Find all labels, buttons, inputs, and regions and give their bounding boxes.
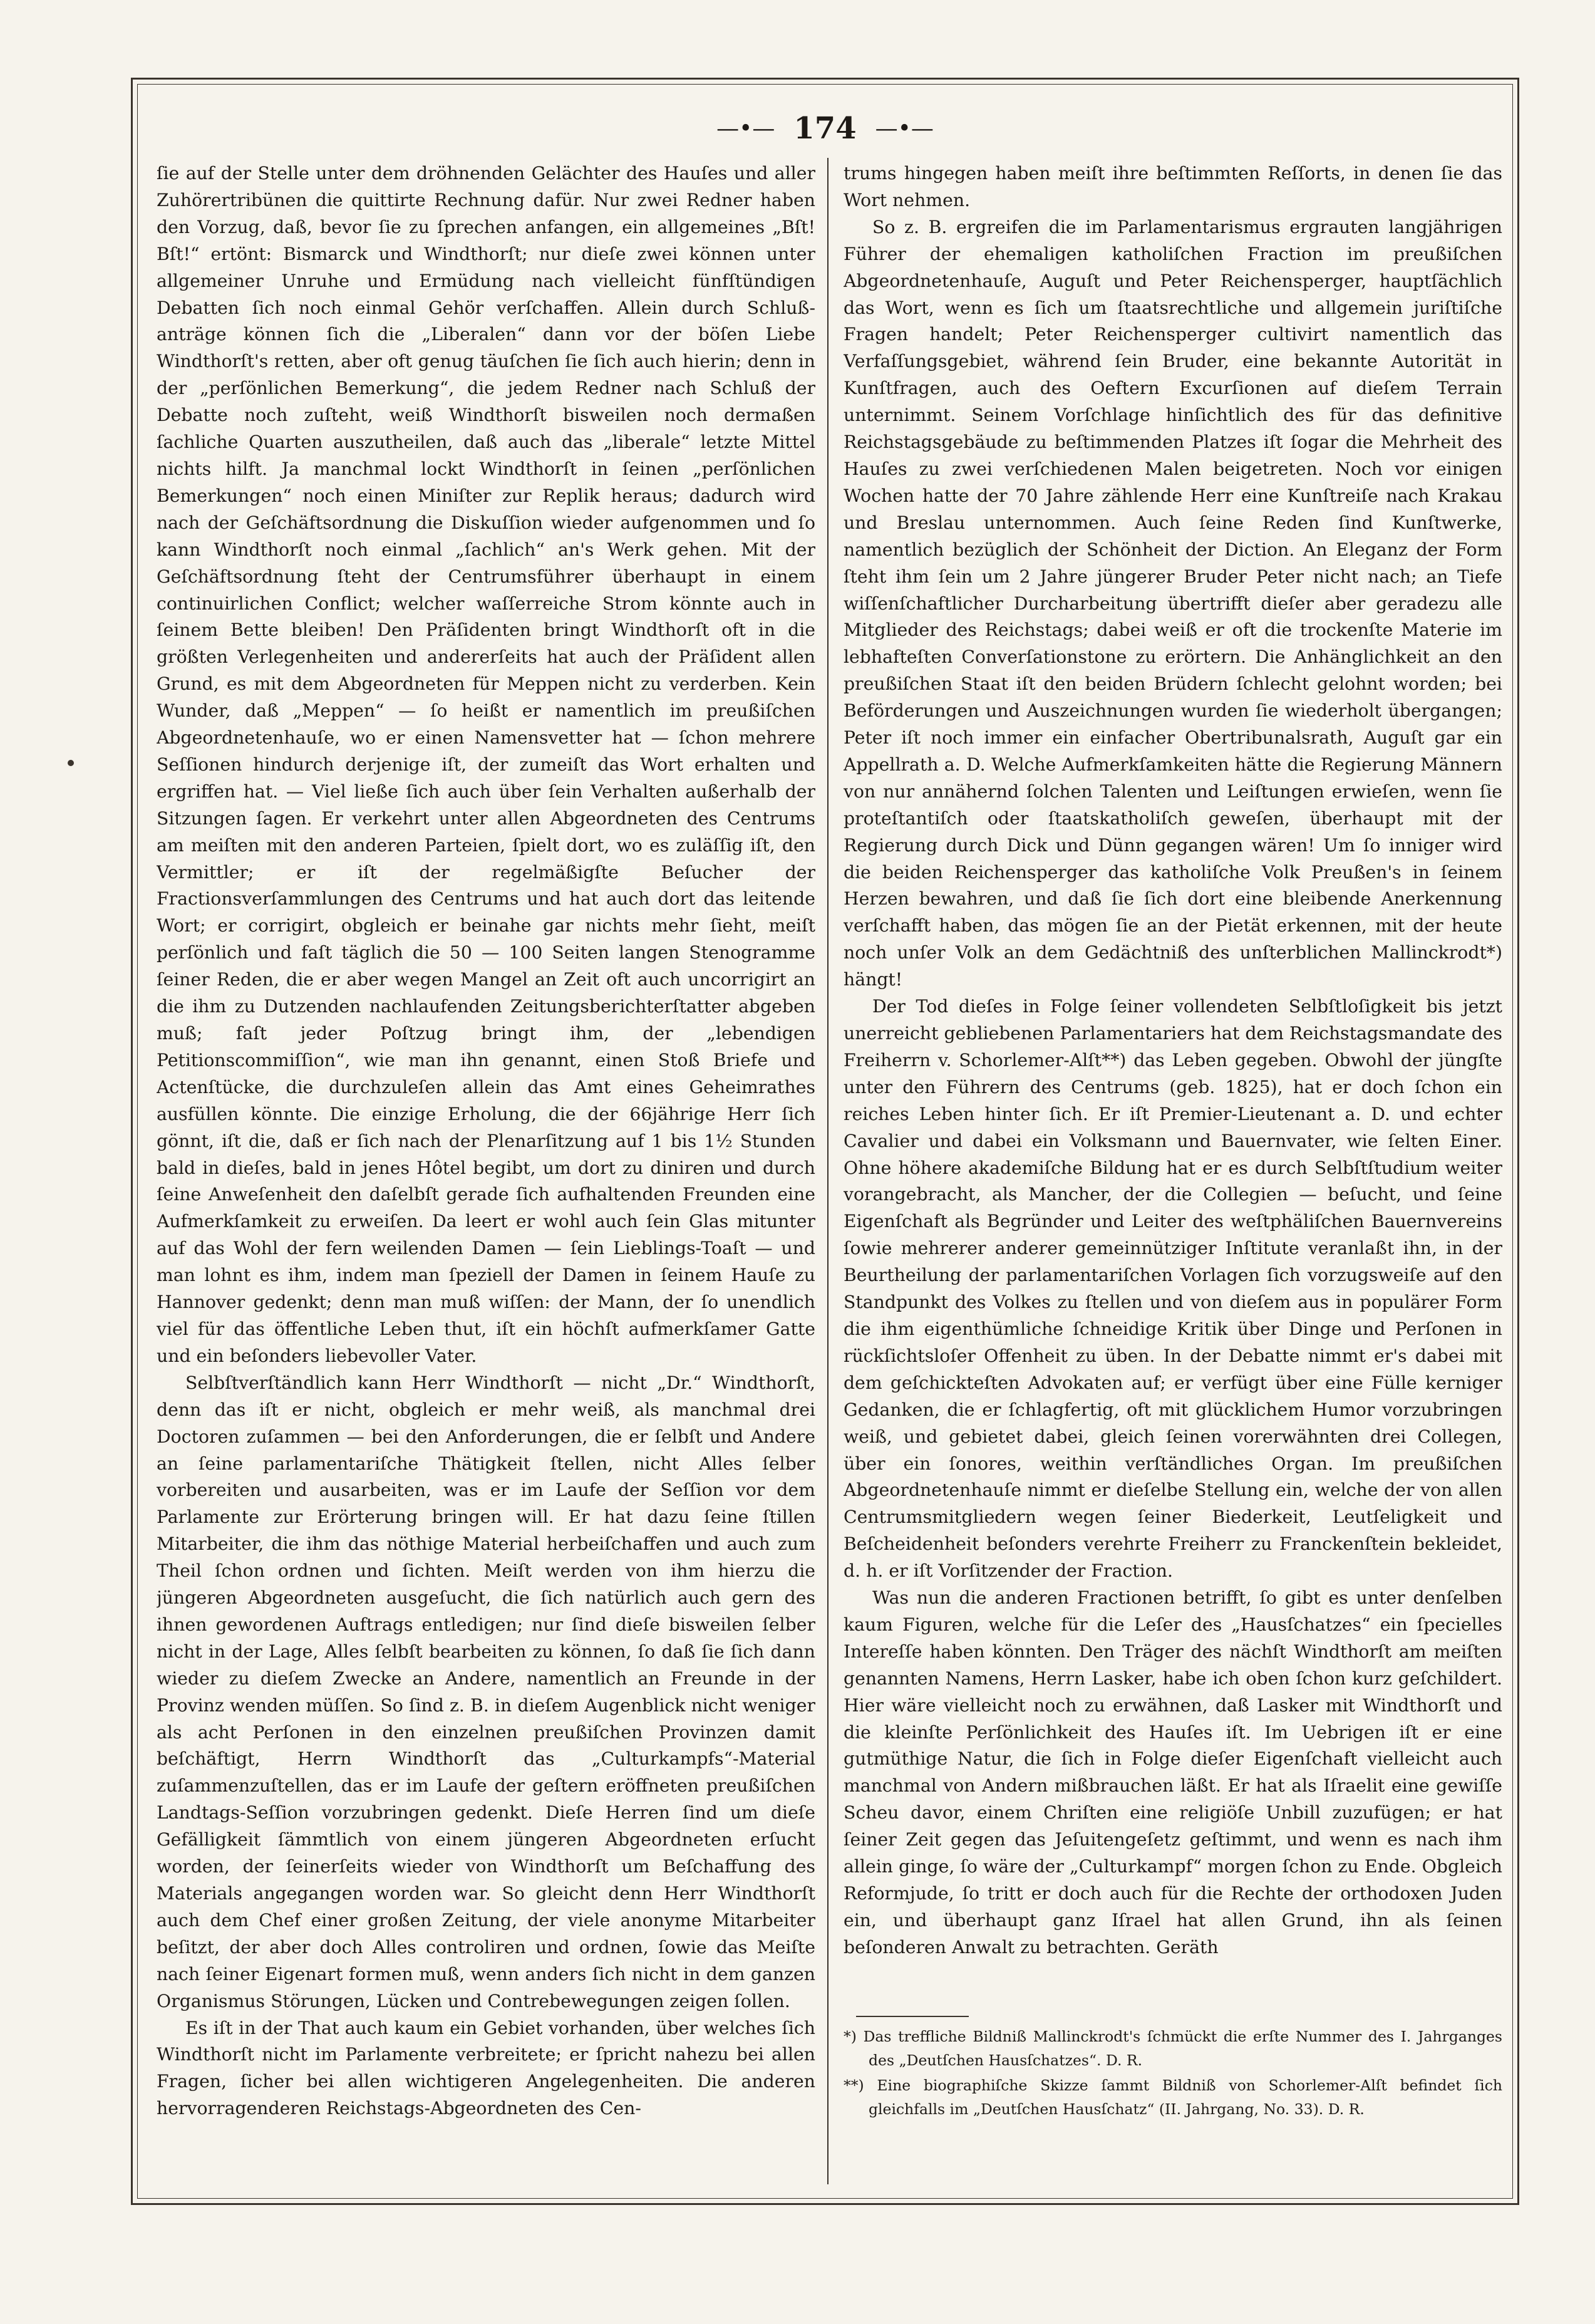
page-header [137, 100, 1513, 157]
paragraph: ſie auf der Stelle unter dem dröhnenden Gelächter des Hauſes und aller Zuhörertribünen die quittirte Rechnung dafür. Nur zwei Redner haben den Vorzug, daß, bevor ſie zu ſprechen anfangen, ein allgemeines „Bſt! Bſt!“ ertönt: Bismarck und Windthorſt; nur dieſe zwei können unter allgemeiner Unruhe und Ermüdung nach vielleicht fünfſtündigen Debatten ſich noch einmal Gehör verſchaffen. Allein durch Schluß-anträge können ſich die „Liberalen“ dann vor der böſen Liebe Windthorſt's retten, aber oft genug täuſchen ſie ſich auch hierin; denn in der „perſönlichen Bemerkung“, die jedem Redner nach Schluß der Debatte noch zuſteht, weiß Windthorſt bisweilen noch dermaßen ſachliche Quarten auszutheilen, daß auch das „liberale“ letzte Mittel nichts hilft. Ja manchmal lockt Windthorſt in ſeinen „perſönlichen Bemerkungen“ noch einen Miniſter zur Replik heraus; dadurch wird nach der Geſchäftsordnung die Diskuſſion wieder aufgenommen und ſo kann Windthorſt noch einmal „ſachlich“ an's Werk gehen. Mit der Geſchäftsordnung ſteht der Centrumsführer überhaupt in einem continuirlichen Conflict; welcher waſſerreiche Strom könnte auch in ſeinem Bette bleiben! Den Präſidenten bringt Windthorſt oft in die größten Verlegenheiten und andererſeits hat auch der Präſident allen Grund, es mit dem Abgeordneten für Meppen nicht zu verderben. Kein Wunder, daß „Meppen“ — ſo heißt er namentlich im preußiſchen Abgeordnetenhauſe, wo er einen Namensvetter hat — ſchon mehrere Seſſionen hindurch derjenige iſt, der zumeiſt das Wort erhalten und ergriffen hat. — Viel ließe ſich auch über ſein Verhalten außerhalb der Sitzungen ſagen. Er verkehrt unter allen Abgeordneten des Centrums am meiſten mit den anderen Parteien, ſpielt dort, wo es zuläſſig iſt, den Vermittler; er iſt der regelmäßigſte Beſucher der Fractionsverſammlungen des Centrums und hat auch dort das leitende Wort; er corrigirt, obgleich er beinahe gar nichts mehr ſieht, meiſt perſönlich und faſt täglich die 50 — 100 Seiten langen Stenogramme ſeiner Reden, die er aber wegen Mangel an Zeit oft auch uncorrigirt an die ihm zu Dutzenden nachlaufenden Zeitungsberichterſtatter abgeben muß; faſt jeder Poſtzug bringt ihm, der „lebendigen Petitionscommiſſion“, wie man ihn genannt, einen Stoß Briefe und Actenſtücke, die durchzuleſen allein das Amt eines Geheimrathes ausfüllen könnte. Die einzige Erholung, die der 66jährige Herr ſich gönnt, iſt die, daß er ſich nach der Plenarſitzung auf 1 bis 1½ Stunden bald in dieſes, bald in jenes Hôtel begibt, um dort zu diniren und durch ſeine Anweſenheit den daſelbſt gerade ſich aufhaltenden Freunden eine Aufmerkſamkeit zu erweiſen. Da leert er wohl auch ſein Glas mitunter auf das Wohl der fern weilenden Damen — ſein Lieblings-Toaſt — und man lohnt es ihm, indem man ſpeziell der Damen in ſeinem Hauſe zu Hannover gedenkt; denn man muß wiſſen: der Mann, der ſo unendlich viel für das öffentliche Leben thut, iſt ein höchſt aufmerkſamer Gatte und ein beſonders liebevoller Vater. [157, 163, 815, 1366]
page-number: 174 [793, 111, 857, 146]
left-column [157, 160, 815, 2185]
paragraph: So z. B. ergreifen die im Parlamentarismus ergrauten langjährigen Führer der ehemaligen katholiſchen Fraction im preußiſchen Abgeordnetenhauſe, Auguſt und Peter Reichensperger, hauptſächlich das Wort, wenn es ſich um ſtaatsrechtliche und allgemein juriſtiſche Fragen handelt; Peter Reichensperger cultivirt namentlich das Verfaſſungsgebiet, während ſein Bruder, eine bekannte Autorität in Kunſtfragen, auch des Oeftern Excurſionen auf dieſem Terrain unternimmt. Seinem Vorſchlage hinſichtlich des für das definitive Reichstagsgebäude zu beſtimmenden Platzes iſt ſogar die Mehrheit des Hauſes zu zwei verſchiedenen Malen beigetreten. Noch vor einigen Wochen hatte der 70 Jahre zählende Herr eine Kunſtreiſe nach Krakau und Breslau unternommen. Auch ſeine Reden ſind Kunſtwerke, namentlich bezüglich der Schönheit der Diction. An Eleganz der Form ſteht ihm ſein um 2 Jahre jüngerer Bruder Peter nicht nach; an Tiefe wiſſenſchaftlicher Durcharbeitung übertrifft dieſer aber geradezu alle Mitglieder des Reichstags; dabei weiß er oft die trockenſte Materie im lebhafteſten Converſationstone zu erörtern. Die Anhänglichkeit an den preußiſchen Staat iſt den beiden Brüdern ſchlecht gelohnt worden; bei Beförderungen und Auszeichnungen wurden ſie wiederholt übergangen; Peter iſt noch immer ein einfacher Obertribunalsrath, Auguſt gar ein Appellrath a. D. Welche Aufmerkſamkeiten hätte die Regierung Männern von nur annähernd ſolchen Talenten und Leiſtungen erwieſen, wenn ſie proteſtantiſch oder ſtaatskatholiſch geweſen, überhaupt mit der Regierung durch Dick und Dünn gegangen wären! Um ſo inniger wird die beiden Reichensperger das katholiſche Volk Preußen's in ſeinem Herzen bewahren, und daß ſie ſich dort eine bleibende Anerkennung verſchafft haben, das mögen ſie an der Pietät erkennen, mit der heute noch unſer Volk an dem Gedächtniß des unſterblichen Mallinckrodt*) hängt! [844, 216, 1502, 990]
paragraph: Der Tod dieſes in Folge ſeiner vollendeten Selbſtloſigkeit bis jetzt unerreicht gebliebenen Parlamentariers hat dem Reichstagsmandate des Freiherrn v. Schorlemer-Alſt**) das Leben gegeben. Obwohl der jüngſte unter den Führern des Centrums (geb. 1825), hat er doch ſchon ein reiches Leben hinter ſich. Er iſt Premier-Lieutenant a. D. und echter Cavalier und dabei ein Volksmann und Bauernvater, wie ſelten Einer. Ohne höhere akademiſche Bildung hat er es durch Selbſtſtudium weiter vorangebracht, als Mancher, der die Collegien — beſucht, und ſeine Eigenſchaft als Begründer und Leiter des weſtphäliſchen Bauernvereins ſowie mehrerer anderer gemeinnütziger Inſtitute veranlaßt ihn, in der Beurtheilung der parlamentariſchen Vorlagen ſich vorzugsweiſe auf den Standpunkt des Volkes zu ſtellen und von dieſem aus in populärer Form die ihm eigenthümliche ſchneidige Kritik über Dinge und Perſonen in rückſichtsloſer Offenheit zu üben. In der Debatte nimmt er's dabei mit dem geſchickteſten Advokaten auf; er verfügt über eine Fülle kerniger Gedanken, die er ſchlagfertig, oft mit glücklichem Humor vorzubringen weiß, und gebietet dabei, gleich ſeinen vorerwähnten drei Collegen, über ein ſonores, weithin verſtändliches Organ. Im preußiſchen Abgeordnetenhauſe nimmt er dieſelbe Stellung ein, welche der von allen Centrumsmitgliedern wegen ſeiner Biederkeit, Leutſeligkeit und Beſcheidenheit beſonders verehrte Freiherr zu Franckenſtein bekleidet, d. h. er iſt Vorſitzender der Fraction. [844, 996, 1502, 1582]
footnote-rule [856, 2016, 969, 2017]
footnotes [844, 2025, 1502, 2181]
paragraph: Es iſt in der That auch kaum ein Gebiet vorhanden, über welches ſich Windthorſt nicht im Parlamente verbreitete; er ſpricht nahezu bei allen Fragen, ſicher bei allen wichtigeren Angelegenheiten. Die anderen hervorragenderen Reichstags-Abgeordneten des Cen- [157, 2017, 815, 2119]
paragraph: trums hingegen haben meiſt ihre beſtimmten Reſſorts, in denen ſie das Wort nehmen. [844, 163, 1502, 210]
header-ornament-left: —•— [716, 115, 775, 142]
margin-dot [68, 760, 74, 766]
paragraph: Was nun die anderen Fractionen betrifft, ſo gibt es unter denſelben kaum Figuren, welche für die Leſer des „Hausſchatzes“ ein ſpecielles Intereſſe haben könnten. Den Träger des nächſt Windthorſt am meiſten genannten Namens, Herrn Lasker, habe ich oben ſchon kurz geſchildert. Hier wäre vielleicht noch zu erwähnen, daß Lasker mit Windthorſt und die kleinſte Perſönlichkeit des Hauſes iſt. Im Uebrigen iſt er eine gutmüthige Natur, die ſich in Folge dieſer Eigenſchaft vielleicht auch manchmal von Andern mißbrauchen läßt. Er hat als Iſraelit eine gewiſſe Scheu davor, einem Chriſten eine religiöſe Unbill zuzufügen; er hat ſeiner Zeit gegen das Jeſuitengeſetz geſtimmt, und wenn es nach ihm allein ginge, ſo wäre der „Culturkampf“ morgen ſchon zu Ende. Obgleich Reformjude, ſo tritt er doch auch für die Rechte der orthodoxen Juden ein, und überhaupt ganz Iſrael hat allen Grund, ihn als ſeinen beſonderen Anwalt zu betrachten. Geräth [844, 1587, 1502, 1958]
right-column [844, 160, 1502, 2007]
footnote: *) Das treffliche Bildniß Mallinckrodt's ſchmückt die erſte Nummer des I. Jahrganges des „Deutſchen Hausſchatzes“. D. R. [844, 2028, 1502, 2069]
footnote: **) Eine biographiſche Skizze ſammt Bildniß von Schorlemer-Alſt befindet ſich gleichfalls im „Deutſchen Hausſchatz“ (II. Jahrgang, No. 33). D. R. [844, 2077, 1502, 2118]
column-divider [827, 158, 828, 2184]
paragraph: Selbſtverſtändlich kann Herr Windthorſt — nicht „Dr.“ Windthorſt, denn das iſt er nicht, obgleich er mehr weiß, als manchmal drei Doctoren zuſammen — bei den Anforderungen, die er ſelbſt und Andere an ſeine parlamentariſche Thätigkeit ſtellen, nicht Alles ſelber vorbereiten und ausarbeiten, was er im Laufe der Seſſion vor dem Parlamente zur Erörterung bringen will. Er hat dazu ſeine ſtillen Mitarbeiter, die ihm das nöthige Material herbeiſchaffen und auch zum Theil ſchon ordnen und ſichten. Meiſt werden von ihm hierzu die jüngeren Abgeordneten ausgeſucht, die ſich natürlich auch gern des ihnen gewordenen Auftrags entledigen; nur ſind dieſe bisweilen ſelber nicht in der Lage, Alles ſelbſt bearbeiten zu können, ſo daß ſie ſich dann wieder zu dieſem Zwecke an Andere, namentlich an Freunde in der Provinz wenden müſſen. So ſind z. B. in dieſem Augenblick nicht weniger als acht Perſonen in den einzelnen preußiſchen Provinzen damit beſchäftigt, Herrn Windthorſt das „Culturkampfs“-Material zuſammenzuſtellen, das er im Laufe der geſtern eröffneten preußiſchen Landtags-Seſſion vorzubringen gedenkt. Dieſe Herren ſind um dieſe Gefälligkeit ſämmtlich von einem jüngeren Abgeordneten erſucht worden, der ſeinerſeits wieder von Windthorſt um Beſchaffung des Materials angegangen worden war. So gleicht denn Herr Windthorſt auch dem Chef einer großen Zeitung, der viele anonyme Mitarbeiter beſitzt, der aber doch Alles controliren und ordnen, ſowie das Meiſte nach ſeiner Eigenart formen muß, wenn anders ſich nicht in dem ganzen Organismus Störungen, Lücken und Contrebewegungen zeigen ſollen. [157, 1372, 815, 2011]
header-ornament-right: —•— [875, 115, 934, 142]
